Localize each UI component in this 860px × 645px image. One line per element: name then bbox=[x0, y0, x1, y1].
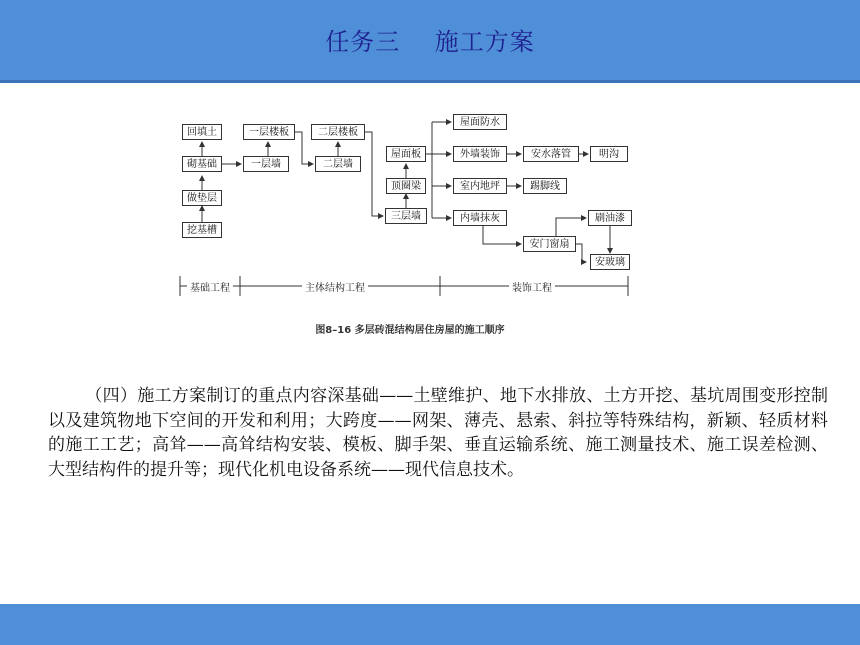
box-paint: 刷油漆 bbox=[588, 210, 632, 226]
box-floor3-wall: 三层墙 bbox=[385, 208, 427, 224]
box-trench-excavation: 挖基槽 bbox=[182, 222, 222, 238]
footer-bar bbox=[0, 604, 860, 645]
slide-title: 任务三 施工方案 bbox=[325, 28, 535, 56]
construction-sequence-diagram bbox=[170, 108, 650, 340]
box-roof-slab: 屋面板 bbox=[386, 146, 426, 162]
box-door-window-sash: 安门窗扇 bbox=[523, 236, 576, 252]
box-floor1-wall: 一层墙 bbox=[243, 156, 289, 172]
box-exterior-finish: 外墙装饰 bbox=[453, 146, 507, 162]
box-backfill: 回填土 bbox=[182, 124, 222, 140]
box-open-drain: 明沟 bbox=[590, 146, 628, 162]
box-indoor-floor: 室内地坪 bbox=[453, 178, 507, 194]
box-glass-install: 安玻璃 bbox=[590, 254, 630, 270]
box-floor2-wall: 二层墙 bbox=[315, 156, 361, 172]
box-skirting: 踢脚线 bbox=[523, 178, 567, 194]
box-floor1-slab: 一层楼板 bbox=[243, 124, 295, 140]
title-bar bbox=[0, 0, 860, 83]
box-ring-beam: 顶圈梁 bbox=[386, 178, 426, 194]
box-roof-waterproofing: 屋面防水 bbox=[453, 114, 507, 130]
figure-caption: 图8–16 多层砖混结构居住房屋的施工顺序 bbox=[315, 325, 505, 336]
phase-decoration: 装饰工程 bbox=[509, 279, 555, 294]
body-paragraph: （四）施工方案制订的重点内容深基础——土壁维护、地下水排放、土方开挖、基坑周围变形控制以及建筑物地下空间的开发和利用；大跨度——网架、薄壳、悬索、斜拉等特殊结构，新颖、轻质材料的施工工艺；高耸——高耸结构安装、模板、脚手架、垂直运输系统、施工测量技术、施工误差检测、大型结构件的提升等；现代化机电设备系统——现代信息技术。 bbox=[48, 386, 828, 480]
phase-foundation: 基础工程 bbox=[187, 279, 233, 294]
phase-main-structure: 主体结构工程 bbox=[302, 279, 368, 294]
box-floor2-slab: 二层楼板 bbox=[311, 124, 365, 140]
box-interior-plaster: 内墙抹灰 bbox=[453, 210, 507, 226]
box-cushion-layer: 做垫层 bbox=[182, 190, 222, 206]
box-foundation-masonry: 砌基础 bbox=[182, 156, 222, 172]
box-downpipe-install: 安水落管 bbox=[523, 146, 579, 162]
